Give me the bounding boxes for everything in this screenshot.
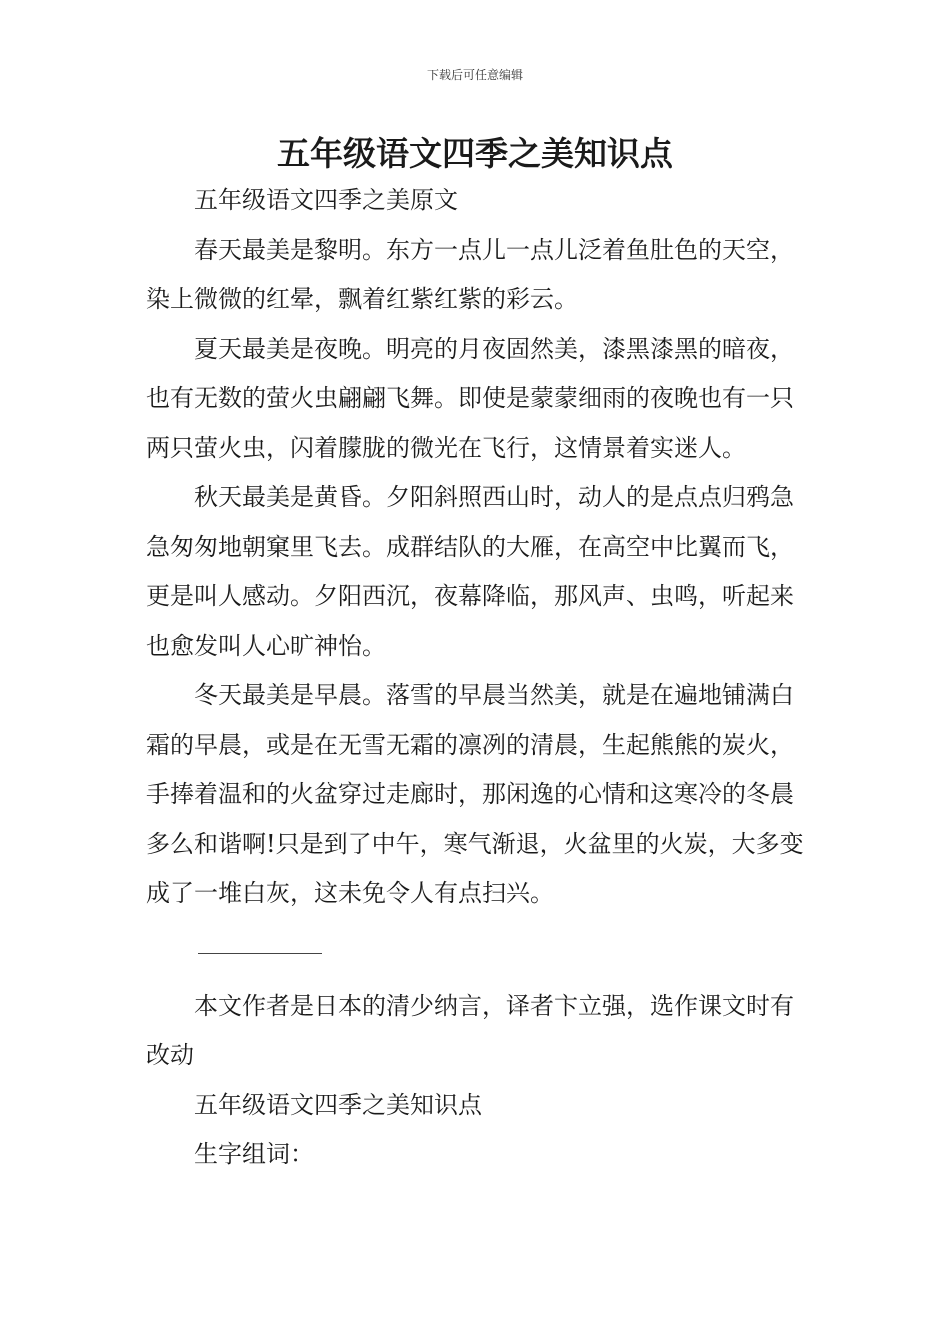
document-body	[146, 176, 810, 1180]
footnote-divider	[198, 953, 322, 954]
document-title: 五年级语文四季之美知识点	[277, 134, 673, 173]
section-heading: 五年级语文四季之美知识点	[194, 1090, 482, 1119]
paragraph-spring: 春天最美是黎明。东方一点儿一点儿泛着鱼肚色的天空，染上微微的红晕，飘着红紫红紫的彩云。	[146, 235, 794, 313]
author-note: 本文作者是日本的清少纳言，译者卞立强，选作课文时有改动	[146, 991, 794, 1069]
paragraph-autumn: 秋天最美是黄昏。夕阳斜照西山时，动人的是点点归鸦急急匆匆地朝窠里飞去。成群结队的大雁，在高空中比翼而飞，更是叫人感动。夕阳西沉，夜幕降临，那风声、虫鸣，听起来也愈发叫人心旷神怡。	[146, 483, 794, 660]
page-header-note: 下载后可任意编辑	[426, 68, 523, 82]
subheading-vocabulary: 生字组词：	[194, 1140, 314, 1168]
paragraph-summer: 夏天最美是夜晚。明亮的月夜固然美，漆黑漆黑的暗夜，也有无数的萤火虫翩翩飞舞。即使是蒙蒙细雨的夜晚也有一只两只萤火虫，闪着朦胧的微光在飞行，这情景着实迷人。	[146, 334, 794, 462]
paragraph-winter: 冬天最美是早晨。落雪的早晨当然美，就是在遍地铺满白霜的早晨，或是在无雪无霜的凛冽的清晨，生起熊熊的炭火，手捧着温和的火盆穿过走廊时，那闲逸的心情和这寒冷的冬晨多么和谐啊!只是到了中午，寒气渐退，火盆里的火炭，大多变成了一堆白灰，这未免令人有点扫兴。	[146, 681, 804, 907]
paragraph-original-text-heading: 五年级语文四季之美原文	[194, 186, 458, 214]
